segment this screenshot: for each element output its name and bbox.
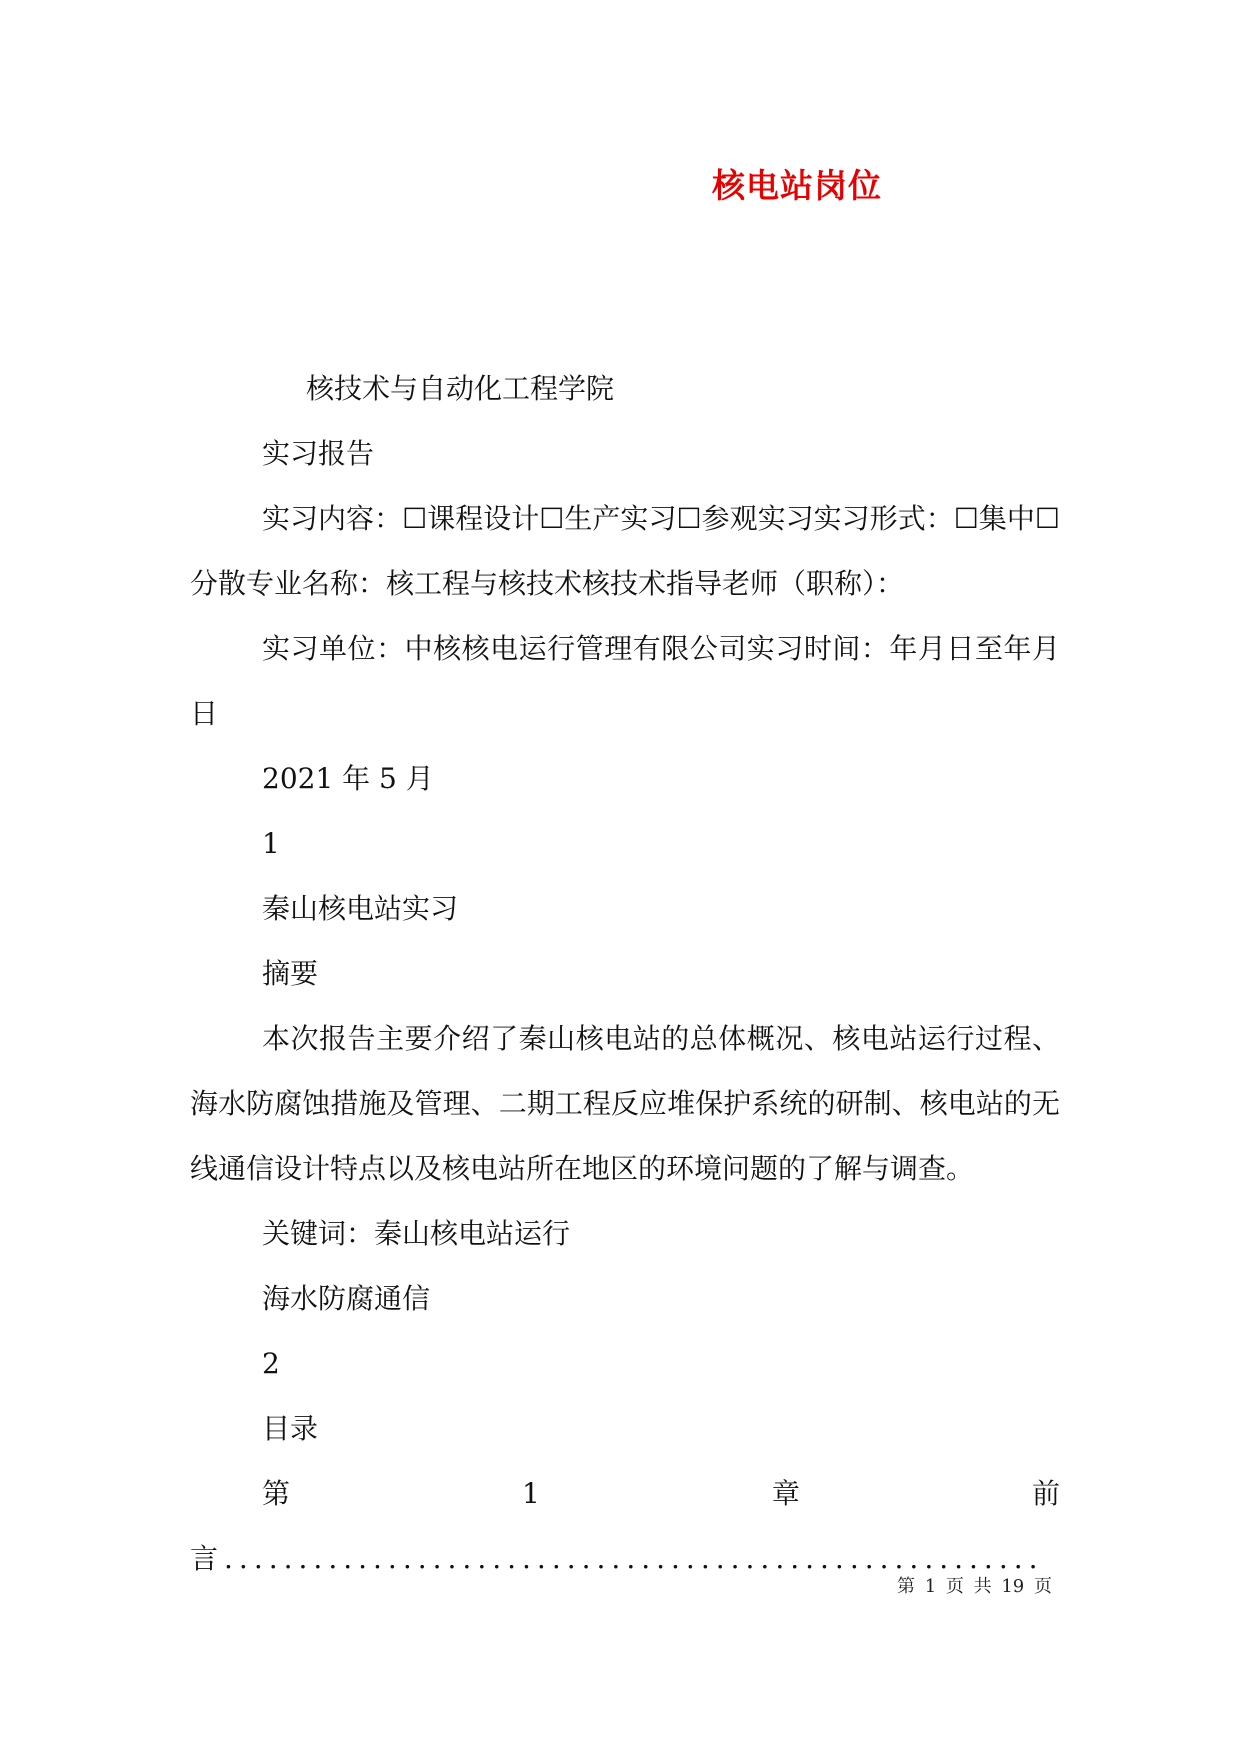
keywords-line-2: 海水防腐通信	[262, 1282, 431, 1315]
page-marker-1: 1	[262, 827, 280, 860]
toc-entry-part-3: 章	[771, 1477, 800, 1510]
report-type: 实习报告	[262, 437, 375, 470]
keywords-line: 关键词：秦山核电站运行	[262, 1217, 571, 1250]
document-title: 核电站岗位	[712, 166, 882, 205]
content-line: 实习内容：☐课程设计☐生产实习☐参观实习实习形式：☐集中☐分散专业名称：核工程与核技术核技术指导老师（职称）：	[190, 502, 1060, 600]
toc-entry-chapter-1[interactable]	[190, 1461, 1060, 1526]
document-body	[190, 356, 1060, 1591]
toc-entry-part-1: 第	[262, 1477, 291, 1510]
institute-name: 核技术与自动化工程学院	[306, 372, 615, 405]
page-footer: 第 1 页 共 19 页	[897, 1576, 1052, 1597]
toc-heading: 目录	[262, 1412, 319, 1445]
toc-entry-part-5: 言	[190, 1542, 225, 1575]
page-marker-2: 2	[262, 1347, 280, 1380]
abstract-heading: 摘要	[262, 957, 319, 990]
unit-line: 实习单位：中核核电运行管理有限公司实习时间：年月日至年月日	[190, 632, 1060, 730]
toc-dots: .......................................................	[224, 1542, 1044, 1575]
toc-entry-part-2: 1	[522, 1477, 540, 1510]
report-date: 2021 年 5 月	[262, 762, 434, 795]
toc-entry-part-4: 前	[1031, 1477, 1060, 1510]
report-subtitle: 秦山核电站实习	[262, 892, 459, 925]
abstract-text: 本次报告主要介绍了秦山核电站的总体概况、核电站运行过程、海水防腐蚀措施及管理、二期工程反应堆保护系统的研制、核电站的无线通信设计特点以及核电站所在地区的环境问题的了解与调查。	[190, 1022, 1060, 1185]
